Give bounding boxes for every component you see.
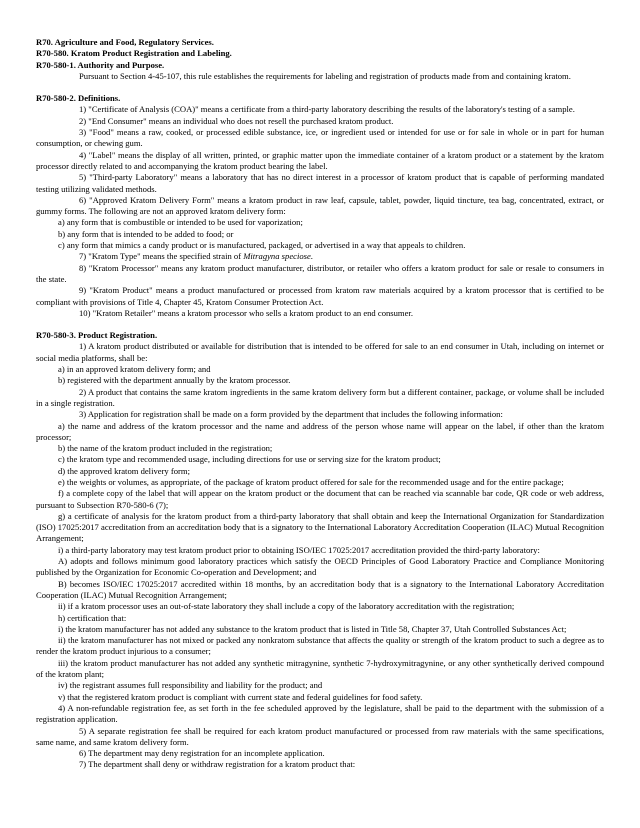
registration-subitem: ii) the kratom manufacturer has not mixed or packed any nonkratom substance that affects the quality or strength of the kratom product to such a degree as to render the kratom product injurious to a consumer;: [36, 635, 604, 657]
registration-subitem: b) the name of the kratom product included in the registration;: [58, 443, 273, 454]
registration-subitem: h) certification that:: [58, 612, 127, 623]
registration-item: 1) A kratom product distributed or available for distribution that is intended to be offered for sale to an end consumer in Utah, including on internet or social media platforms, shall be:: [36, 341, 604, 363]
section-heading-definitions: R70-580-2. Definitions.: [36, 93, 121, 104]
registration-subitem: i) the kratom manufacturer has not added any substance to the kratom product that is listed in Title 58, Chapter 37, Utah Controlled Substances Act;: [58, 623, 567, 634]
registration-subitem: d) the approved kratom delivery form;: [58, 465, 190, 476]
definition-item: 6) "Approved Kratom Delivery Form" means a kratom product in raw leaf, capsule, tablet, powder, liquid tincture, tea bag, concentrated, extract, or gummy forms. The following are not an approved kratom delivery form:: [36, 194, 604, 217]
species-name: Mitragyna speciose: [243, 251, 311, 262]
registration-subitem: 4) A non-refundable registration fee, as set forth in the fee scheduled approved by the legislature, shall be paid to the department with the submission of a registration application.: [36, 702, 604, 725]
registration-subitem: b) registered with the department annually by the kratom processor.: [58, 375, 291, 386]
rule-title: R70. Agriculture and Food, Regulatory Services.: [36, 37, 214, 47]
registration-subitem: c) the kratom type and recommended usage, including directions for use or serving size for the kratom product;: [58, 454, 441, 465]
registration-item: 3) Application for registration shall be made on a form provided by the department that includes the following information:: [79, 409, 503, 420]
definition-item: 3) "Food" means a raw, cooked, or processed edible substance, ice, or ingredient used or intended for use or for sale in whole or in part for human consumption, or chewing gum.: [36, 127, 604, 149]
definition-subitem: c) any form that mimics a candy product or is manufactured, packaged, or advertised in a way that appeals to children.: [58, 240, 466, 251]
definition-item: 2) "End Consumer" means an individual who does not resell the purchased kratom product.: [79, 115, 394, 126]
section-heading-registration: R70-580-3. Product Registration.: [36, 330, 158, 341]
registration-subitem: v) that the registered kratom product is compliant with current state and federal guidelines for food safety.: [58, 691, 423, 702]
registration-subitem: g) a certificate of analysis for the kratom product from a third-party laboratory that shall obtain and keep the International Organization for Standardization (ISO) 17025:2017 accreditation from an accreditation body that is a signatory to the International Laboratory Accreditation Cooperation (ILAC) Mutual Recognition Arrangement;: [36, 510, 604, 544]
registration-item: 2) A product that contains the same kratom ingredients in the same kratom delivery form but a different container, package, or volume shall be included in a single registration.: [36, 386, 604, 408]
registration-item: 7) The department shall deny or withdraw registration for a kratom product that:: [79, 759, 356, 770]
authority-paragraph: Pursuant to Section 4-45-107, this rule establishes the requirements for labeling and registration of products made from and containing kratom.: [79, 70, 571, 81]
definition-item: [36, 251, 604, 262]
registration-subitem: i) a third-party laboratory may test kratom product prior to obtaining ISO/IEC 17025:2017 accreditation provided the third-party laboratory:: [58, 544, 540, 555]
definition-item: 1) "Certificate of Analysis (COA)" means a certificate from a third-party laboratory describing the results of the laboratory's testing of a sample.: [79, 104, 575, 115]
definition-subitem: a) any form that is combustible or intended to be used for vaporization;: [58, 217, 303, 228]
registration-item: 6) The department may deny registration for an incomplete application.: [79, 748, 325, 759]
definition-item: 9) "Kratom Product" means a product manufactured or processed from kratom raw materials acquired by a kratom processor that is certified to be compliant with provisions of Title 4, Chapter 45, Kratom Consumer Protection Act.: [36, 285, 604, 307]
rule-subtitle: R70-580. Kratom Product Registration and Labeling.: [36, 48, 232, 59]
registration-subitem: ii) if a kratom processor uses an out-of-state laboratory they shall include a copy of the laboratory accreditation with the registration;: [58, 601, 515, 612]
registration-item: 5) A separate registration fee shall be required for each kratom product manufactured or processed from raw materials with the same specifications, same name, and same kratom delivery form.: [36, 725, 604, 747]
registration-subitem: iii) the kratom product manufacturer has not added any synthetic mitragynine, synthetic 7-hydroxymitragynine, or any other synthetically derived compound of the kratom plant;: [36, 657, 604, 680]
registration-subitem: a) in an approved kratom delivery form; and: [58, 364, 211, 375]
definition-item: 10) "Kratom Retailer" means a kratom processor who sells a kratom product to an end consumer.: [79, 307, 413, 318]
definition-item: 5) "Third-party Laboratory" means a laboratory that has no direct interest in a processor of kratom product that is capable of performing mandated testing utilizing validated methods.: [36, 172, 604, 194]
registration-subitem: a) the name and address of the kratom processor and the name and address of the person whose name will appear on the label, if other than the kratom processor;: [36, 420, 604, 442]
registration-subitem: e) the weights or volumes, as appropriate, of the package of kratom product offered for sale for the recommended usage and for the entire package;: [58, 476, 564, 487]
registration-subitem: f) a complete copy of the label that will appear on the kratom product or the document that can be reached via scannable bar code, QR code or web address, pursuant to Subsection R70-580-6 (7);: [36, 488, 604, 510]
registration-subitem: B) becomes ISO/IEC 17025:2017 accredited within 18 months, by an accreditation body that is a signatory to the International Laboratory Accreditation Cooperation (ILAC) Mutual Recognition Arrangement;: [36, 578, 604, 600]
section-heading-authority: R70-580-1. Authority and Purpose.: [36, 59, 165, 70]
definition-text: 7) "Kratom Type" means the specified strain of: [79, 251, 244, 262]
definition-item: 4) "Label" means the display of all written, printed, or graphic matter upon the immediate container of a kratom product or a statement by the kratom processor directly related to and accompanying the kratom product bearing the label.: [36, 149, 604, 171]
definition-item: 8) "Kratom Processor" means any kratom product manufacturer, distributor, or retailer who offers a kratom product for sale or resale to consumers in the state.: [36, 262, 604, 284]
registration-subitem: iv) the registrant assumes full responsibility and liability for the product; and: [58, 680, 323, 691]
definition-text-end: .: [310, 251, 313, 262]
definition-subitem: b) any form that is intended to be added to food; or: [58, 228, 234, 239]
registration-subitem: A) adopts and follows minimum good laboratory practices which satisfy the OECD Principles of Good Laboratory Practice and Compliance Monitoring published by the Organization for Economic Co-operation and Development; and: [36, 556, 604, 578]
